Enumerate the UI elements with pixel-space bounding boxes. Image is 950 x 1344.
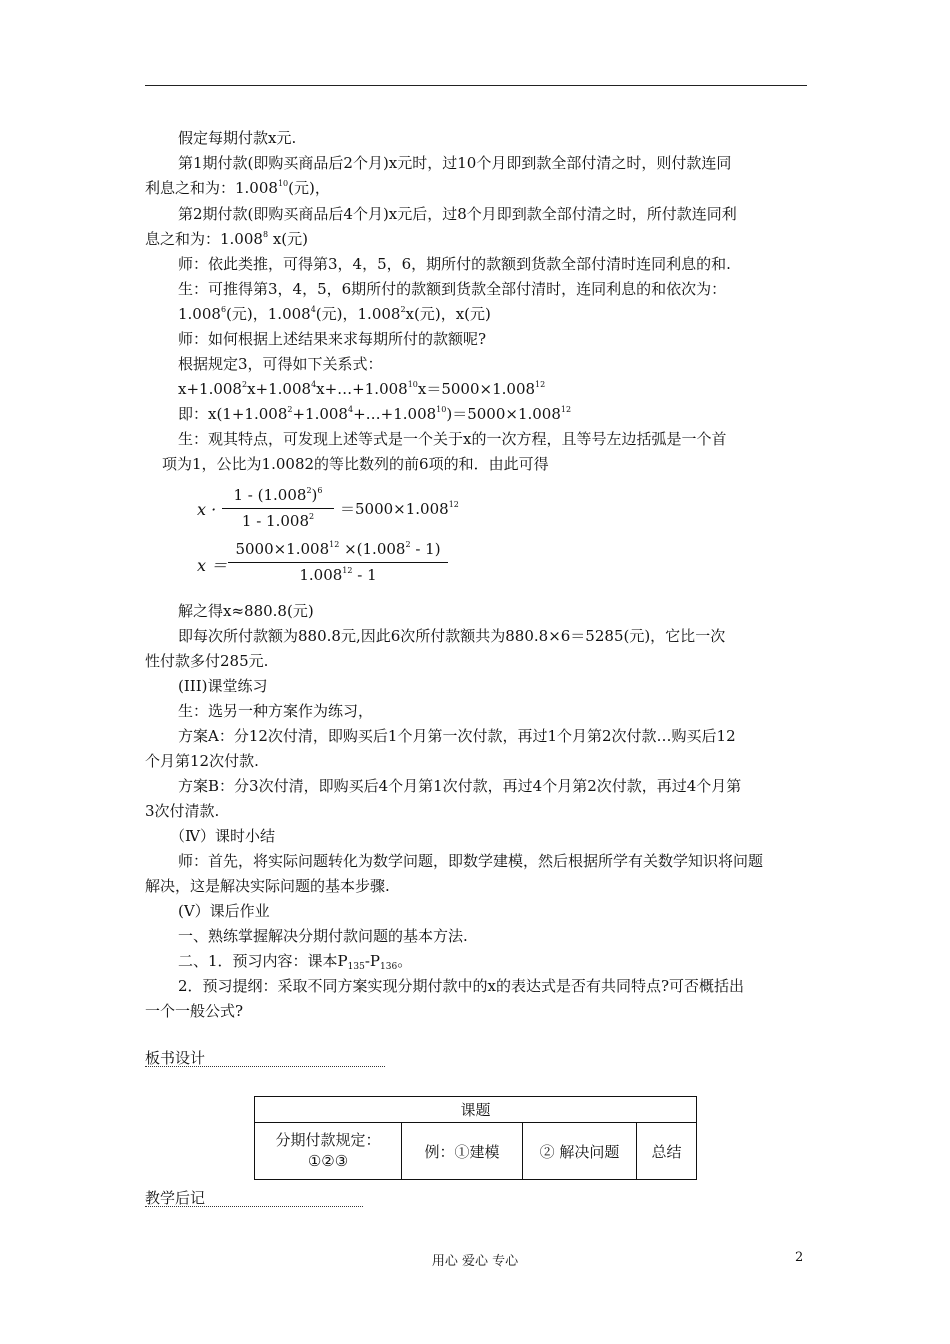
text-fragment: 5000×1.008 <box>235 540 330 558</box>
text-line: 师：如何根据上述结果来求每期所付的款额呢? <box>178 330 487 348</box>
board-rules-cell <box>255 1123 402 1180</box>
text-fragment: 1.008 <box>178 305 221 323</box>
board-design-table <box>254 1096 697 1180</box>
superscript: 2 <box>241 380 248 389</box>
text-line: 解之得x≈880.8(元) <box>178 602 314 620</box>
board-title-cell: 课题 <box>255 1097 697 1123</box>
text-fragment: 即：x(1+1.008 <box>178 405 288 423</box>
text-fragment: 息之和为：1.008 <box>145 230 263 248</box>
text-fragment: ×(1.008 <box>339 540 406 558</box>
text-fragment: x＝5000×1.008 <box>417 380 536 398</box>
text-fragment: 1.008 <box>299 566 343 584</box>
superscript: 4 <box>310 305 316 314</box>
board-summary-cell: 总结 <box>637 1123 697 1180</box>
superscript: 2 <box>287 405 293 414</box>
formula-lhs: x · <box>197 500 217 519</box>
superscript: 2 <box>405 540 411 549</box>
heading-underline <box>145 1206 363 1207</box>
text-line <box>178 404 571 424</box>
text-fragment: )＝5000×1.008 <box>446 405 561 423</box>
text-line: 第1期付款(即购买商品后2个月)x元时，过10个月即到款全部付清之时，则付款连同 <box>178 154 732 172</box>
text-line: 解决，这是解决实际问题的基本步骤. <box>145 877 390 895</box>
text-fragment: 1 - 1.008 <box>241 512 309 530</box>
superscript: 2 <box>309 512 315 521</box>
board-rules-label: 分期付款规定： <box>275 1131 381 1149</box>
superscript: 12 <box>342 566 353 575</box>
text-line: 根据规定3，可得如下关系式： <box>178 355 383 373</box>
text-line: 生：选另一种方案作为练习， <box>178 702 374 720</box>
text-fragment: 。 <box>397 952 413 970</box>
header-rule <box>145 85 807 86</box>
board-example-cell: 例：①建模 <box>402 1123 523 1180</box>
text-line: 方案B：分3次付清，即购买后4个月第1次付款，再过4个月第2次付款，再过4个月第 <box>178 777 742 795</box>
text-fragment: x+1.008 <box>247 380 312 398</box>
text-fragment: x(元)，x(元) <box>405 305 491 323</box>
superscript: 2 <box>400 305 406 314</box>
superscript: 10 <box>407 380 418 389</box>
text-line: 假定每期付款x元. <box>178 129 297 147</box>
text-fragment: - 1) <box>410 540 441 558</box>
text-line: 项为1，公比为1.0082的等比数列的前6项的和．由此可得 <box>162 455 549 473</box>
subscript: 135 <box>347 962 365 972</box>
formula-lhs: x ＝ <box>197 556 228 575</box>
notes-heading: 教学后记 <box>145 1189 206 1207</box>
text-line: 个月第12次付款. <box>145 752 259 770</box>
subscript: 136 <box>380 962 398 972</box>
text-fragment: +1.008 <box>292 405 348 423</box>
text-fragment: x+1.008 <box>178 380 242 398</box>
text-fragment: x(元) <box>268 230 308 248</box>
superscript: 12 <box>329 540 340 549</box>
heading-underline <box>145 1066 385 1067</box>
superscript: 6 <box>317 486 323 495</box>
section-heading: (V）课后作业 <box>178 902 270 920</box>
text-line <box>178 951 412 971</box>
text-line: 一个一般公式? <box>145 1002 244 1020</box>
formula-rhs <box>340 499 459 519</box>
text-fragment: - 1 <box>352 566 377 584</box>
text-fragment: (元)，1.008 <box>226 305 311 323</box>
text-line: 生：观其特点，可发现上述等式是一个关于x的一次方程，且等号左边括弧是一个首 <box>178 430 727 448</box>
superscript: 4 <box>311 380 317 389</box>
page-footer: 用心 爱心 专心 <box>431 1254 519 1269</box>
superscript: 4 <box>347 405 354 414</box>
text-line <box>178 304 491 324</box>
superscript: 12 <box>535 380 546 389</box>
text-fragment: (元)，1.008 <box>315 305 401 323</box>
text-fragment: 1 - (1.008 <box>233 486 307 504</box>
text-fragment: -P <box>364 952 380 970</box>
text-line: 2．预习提纲：采取不同方案实现分期付款中的x的表达式是否有共同特点?可否概括出 <box>178 977 745 995</box>
text-line: 方案A：分12次付清，即购买后1个月第一次付款，再过1个月第2次付款…购买后12 <box>178 727 736 745</box>
text-fragment: ＝5000×1.008 <box>340 500 449 518</box>
board-rules-items: ①②③ <box>307 1152 349 1170</box>
page-number: 2 <box>795 1250 804 1265</box>
formula-numerator <box>228 540 448 558</box>
text-fragment: 利息之和为：1.008 <box>145 179 278 197</box>
fraction-bar <box>222 508 334 509</box>
superscript: 2 <box>306 486 312 495</box>
text-fragment: ) <box>311 486 318 504</box>
text-line: 师：依此类推，可得第3，4，5，6，期所付的款额到货款全部付清时连同利息的和. <box>178 255 731 273</box>
text-line: 即每次所付款额为880.8元,因此6次所付款额共为880.8×6＝5285(元)，它比一次 <box>178 627 726 645</box>
text-line: 师：首先，将实际问题转化为数学问题，即数学建模，然后根据所学有关数学知识将问题 <box>178 852 764 870</box>
text-fragment: (元)， <box>288 179 330 197</box>
superscript: 6 <box>220 305 227 314</box>
text-line: 生：可推得第3，4，5，6期所付的款额到货款全部付清时，连同利息的和依次为： <box>178 280 727 298</box>
superscript: 10 <box>277 179 289 188</box>
text-fragment: 二、1．预习内容：课本P <box>178 952 348 970</box>
text-line: 一、熟练掌握解决分期付款问题的基本方法. <box>178 927 468 945</box>
formula-numerator <box>222 486 334 504</box>
fraction-bar <box>228 562 448 563</box>
board-heading: 板书设计 <box>145 1049 206 1067</box>
section-heading: (III)课堂练习 <box>178 677 268 695</box>
text-fragment: x+…+1.008 <box>316 380 408 398</box>
section-heading: （Ⅳ）课时小结 <box>170 827 275 845</box>
board-solve-cell: ② 解决问题 <box>523 1123 637 1180</box>
text-line <box>178 379 545 399</box>
text-line: 3次付清款. <box>145 802 220 820</box>
text-fragment: +…+1.008 <box>353 405 437 423</box>
text-line <box>145 178 330 198</box>
superscript: 8 <box>262 230 269 239</box>
text-line: 第2期付款(即购买商品后4个月)x元后，过8个月即到款全部付清之时，所付款连同利 <box>178 205 737 223</box>
superscript: 12 <box>448 500 459 509</box>
text-line: 性付款多付285元. <box>145 652 269 670</box>
text-line <box>145 229 308 249</box>
formula-denominator <box>228 566 448 584</box>
formula-denominator <box>222 512 334 530</box>
superscript: 12 <box>560 405 572 414</box>
superscript: 10 <box>436 405 447 414</box>
